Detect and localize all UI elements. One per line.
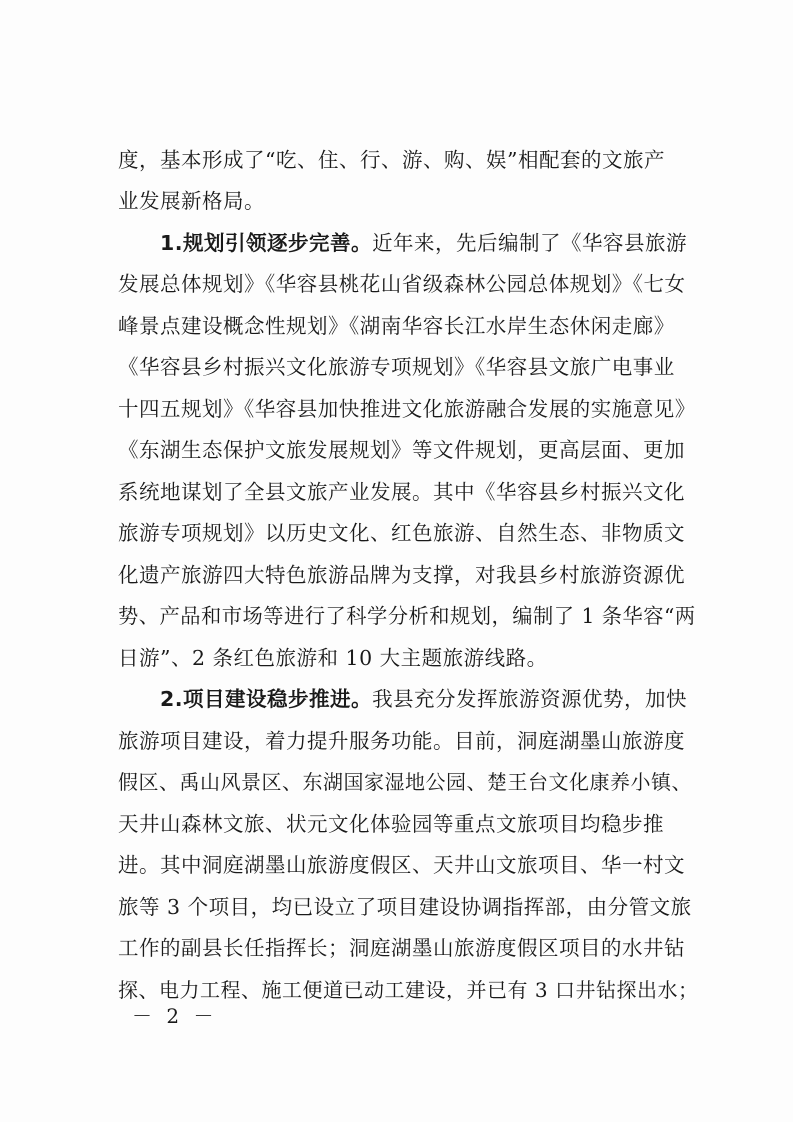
paragraph-intro-line-2: 业发展新格局。	[118, 189, 265, 213]
paragraph-1-line: 旅游专项规划》以历史文化、红色旅游、自然生态、非物质文	[118, 521, 685, 545]
paragraph-1-line: 十四五规划》《华容县加快推进文化旅游融合发展的实施意见》	[118, 397, 696, 421]
paragraph-1-line: 峰景点建设概念性规划》《湖南华容长江水岸生态休闲走廊》	[118, 314, 675, 338]
page-number: － 2 －	[132, 1004, 218, 1028]
paragraph-1-line: 化遗产旅游四大特色旅游品牌为支撑，对我县乡村旅游资源优	[118, 563, 685, 587]
paragraph-2-line: 旅游项目建设，着力提升服务功能。目前，洞庭湖墨山旅游度	[118, 729, 685, 753]
paragraph-2-line: 工作的副县长任指挥长；洞庭湖墨山旅游度假区项目的水井钻	[118, 936, 685, 960]
paragraph-2-first-line-text: 我县充分发挥旅游资源优势，加快	[372, 687, 688, 711]
paragraph-1-first-line	[118, 228, 687, 258]
paragraph-2-line: 旅等 3 个项目，均已设立了项目建设协调指挥部，由分管文旅	[118, 895, 692, 919]
paragraph-1-line: 《东湖生态保护文旅发展规划》等文件规划，更高层面、更加	[118, 438, 685, 462]
paragraph-1-heading: 1.规划引领逐步完善。	[160, 231, 373, 255]
paragraph-2-heading: 2.项目建设稳步推进。	[160, 687, 373, 711]
paragraph-2-line: 探、电力工程、施工便道已动工建设，并已有 3 口井钻探出水；	[118, 978, 699, 1002]
paragraph-2-line: 假区、禹山风景区、东湖国家湿地公园、楚王台文化康养小镇、	[118, 770, 692, 794]
paragraph-1-line: 发展总体规划》《华容县桃花山省级森林公园总体规划》《七女	[118, 272, 686, 296]
paragraph-1-line: 日游”、2 条红色旅游和 10 大主题旅游线路。	[118, 646, 548, 670]
paragraph-2-first-line	[118, 684, 687, 714]
paragraph-1-first-line-text: 近年来，先后编制了《华容县旅游	[372, 231, 688, 255]
paragraph-2-line: 天井山森林文旅、状元文化体验园等重点文旅项目均稳步推	[118, 812, 664, 836]
paragraph-intro-line-1: 度，基本形成了“吃、住、行、游、购、娱”相配套的文旅产	[118, 148, 665, 172]
paragraph-1-line: 势、产品和市场等进行了科学分析和规划，编制了 1 条华容“两	[118, 604, 696, 628]
paragraph-1-line: 系统地谋划了全县文旅产业发展。其中《华容县乡村振兴文化	[118, 480, 685, 504]
paragraph-1-line: 《华容县乡村振兴文化旅游专项规划》《华容县文旅广电事业	[118, 355, 675, 379]
paragraph-2-line: 进。其中洞庭湖墨山旅游度假区、天井山文旅项目、华一村文	[118, 853, 685, 877]
